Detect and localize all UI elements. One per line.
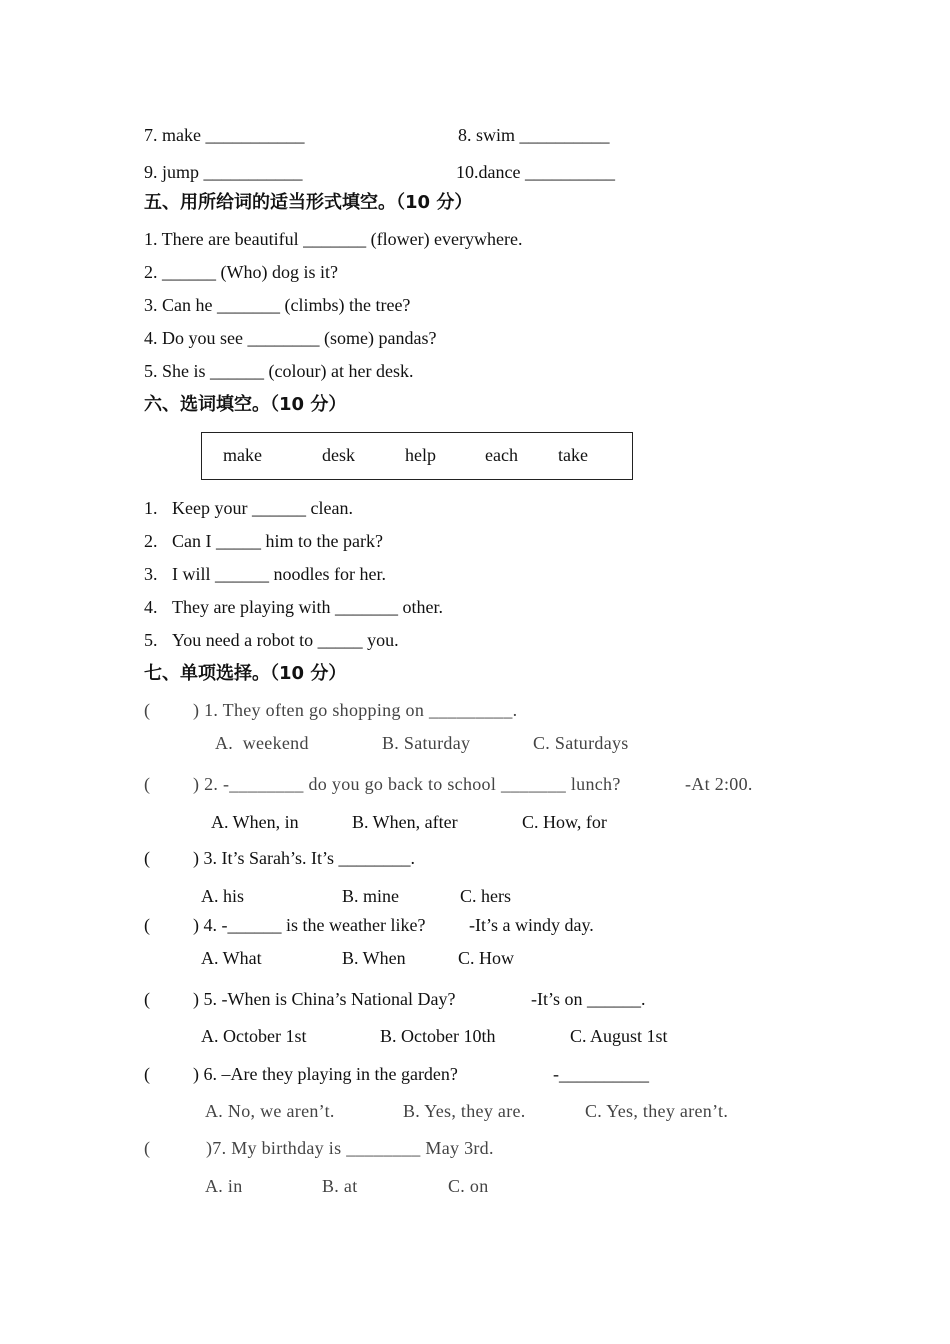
option-c: C. How — [458, 948, 515, 968]
option-a: A. No, we aren’t. — [205, 1101, 335, 1121]
word-choice-num: 1. — [144, 498, 158, 518]
word-bank-word: desk — [322, 445, 355, 465]
option-c: C. How, for — [522, 812, 607, 832]
option-c: C. August 1st — [570, 1026, 668, 1046]
answer-paren: ( — [144, 848, 150, 868]
section-five-heading: 五、用所给词的适当形式填空。（10 分） — [144, 192, 473, 213]
fill-form-item-1: 1. There are beautiful _______ (flower) everywhere. — [144, 229, 523, 249]
answer-paren: ( — [144, 989, 150, 1009]
word-item-10: 10.dance __________ — [456, 162, 615, 182]
option-a: A. in — [205, 1176, 243, 1196]
option-a: A. What — [201, 948, 262, 968]
answer-paren: ( — [144, 1064, 150, 1084]
question-answer: -__________ — [553, 1064, 649, 1084]
question-answer: -At 2:00. — [685, 774, 753, 794]
option-c: C. on — [448, 1176, 489, 1196]
section-seven-heading: 七、单项选择。（10 分） — [144, 663, 347, 684]
option-a: A. October 1st — [201, 1026, 307, 1046]
word-choice-num: 5. — [144, 630, 158, 650]
fill-form-item-4: 4. Do you see ________ (some) pandas? — [144, 328, 437, 348]
section-six-heading: 六、选词填空。（10 分） — [144, 394, 347, 415]
option-b: B. October 10th — [380, 1026, 496, 1046]
option-c: C. Saturdays — [533, 733, 629, 753]
option-b: B. Yes, they are. — [403, 1101, 526, 1121]
word-choice-num: 4. — [144, 597, 158, 617]
word-bank-word: take — [558, 445, 588, 465]
answer-paren: ( — [144, 1138, 151, 1158]
word-item-8: 8. swim __________ — [458, 125, 610, 145]
word-bank-box — [201, 432, 633, 480]
question-answer: -It’s a windy day. — [469, 915, 594, 935]
option-b: B. mine — [342, 886, 399, 906]
option-c: C. hers — [460, 886, 511, 906]
fill-form-item-5: 5. She is ______ (colour) at her desk. — [144, 361, 414, 381]
word-item-9: 9. jump ___________ — [144, 162, 303, 182]
option-b: B. Saturday — [382, 733, 471, 753]
word-item-7: 7. make ___________ — [144, 125, 305, 145]
question-answer: -It’s on ______. — [531, 989, 646, 1009]
question-stem: ) 2. -________ do you go back to school _______ lunch? — [193, 774, 621, 794]
word-choice-item: Can I _____ him to the park? — [172, 531, 383, 551]
word-choice-item: I will ______ noodles for her. — [172, 564, 386, 584]
option-a: A. his — [201, 886, 245, 906]
option-b: B. at — [322, 1176, 358, 1196]
word-choice-item: You need a robot to _____ you. — [172, 630, 399, 650]
word-bank-word: make — [223, 445, 262, 465]
option-a: A. weekend — [215, 733, 309, 753]
word-choice-item: Keep your ______ clean. — [172, 498, 353, 518]
word-choice-num: 2. — [144, 531, 158, 551]
question-stem: ) 6. –Are they playing in the garden? — [193, 1064, 458, 1084]
word-bank-word: each — [485, 445, 518, 465]
fill-form-item-3: 3. Can he _______ (climbs) the tree? — [144, 295, 411, 315]
answer-paren: ( — [144, 915, 150, 935]
question-stem: ) 5. -When is China’s National Day? — [193, 989, 456, 1009]
word-bank-word: help — [405, 445, 436, 465]
option-b: B. When — [342, 948, 406, 968]
option-c: C. Yes, they aren’t. — [585, 1101, 729, 1121]
question-stem: ) 4. -______ is the weather like? — [193, 915, 426, 935]
question-stem: ) 3. It’s Sarah’s. It’s ________. — [193, 848, 415, 868]
option-a: A. When, in — [211, 812, 299, 832]
fill-form-item-2: 2. ______ (Who) dog is it? — [144, 262, 338, 282]
answer-paren: ( — [144, 700, 151, 720]
question-stem: )7. My birthday is ________ May 3rd. — [206, 1138, 494, 1158]
question-stem: ) 1. They often go shopping on _________. — [193, 700, 518, 720]
option-b: B. When, after — [352, 812, 458, 832]
word-choice-num: 3. — [144, 564, 158, 584]
word-choice-item: They are playing with _______ other. — [172, 597, 443, 617]
answer-paren: ( — [144, 774, 151, 794]
